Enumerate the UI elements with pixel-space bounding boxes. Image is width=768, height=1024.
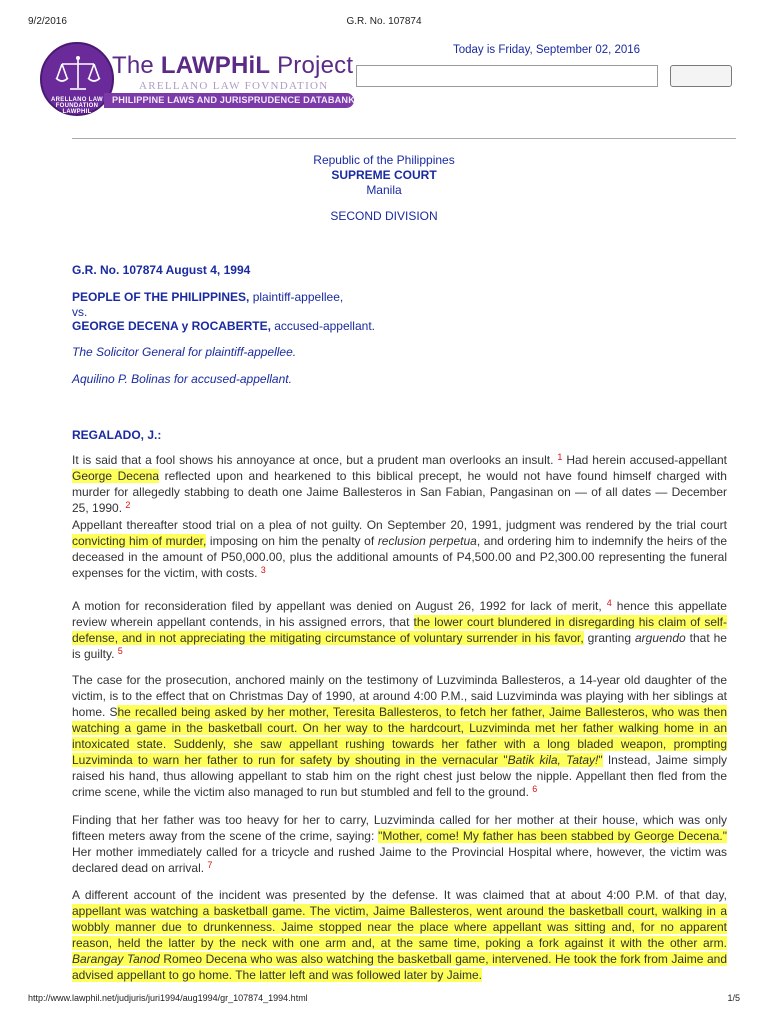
- party-accused: [72, 319, 375, 333]
- site-title[interactable]: [112, 52, 353, 80]
- court-name: SUPREME COURT: [331, 168, 437, 182]
- versus: vs.: [72, 305, 88, 319]
- footnote-link[interactable]: 7: [207, 860, 213, 870]
- paragraph-5: Finding that her father was too heavy for her to carry, Luzviminda called for her mother at their house, which was only fifteen meters away from the scene of the crime, saying: "Mother, come! My father has been stabbed by George Decena." Her mother immediately called for a tricycle and rushed Jaime to the Provincial Hospital where, however, the victim was declared dead on arrival. $^7$: [72, 813, 728, 875]
- print-page-number: 1/5: [727, 993, 740, 1003]
- footnote-link[interactable]: 6: [532, 784, 538, 794]
- counsel-plaintiff: The Solicitor General for plaintiff-appellee.: [72, 345, 297, 359]
- paragraph-2: Appellant thereafter stood trial on a plea of not guilty. On September 20, 1991, judgment was rendered by the trial court convicting him of murder, imposing on him the penalty of reclusion perpetua, and ordering him to indemnify the heirs of the deceased in the amount of P50,000.00, plus the additional amounts of P4,500.00 and P2,300.00 representing the funeral expenses for the victim, with costs. $^3$: [72, 518, 727, 580]
- site-subtitle: ARELLANO LAW FOVNDATION: [139, 80, 329, 92]
- accused-name: GEORGE DECENA y ROCABERTE,: [72, 319, 271, 333]
- case-number: G.R. No. 107874 August 4, 1994: [72, 263, 251, 277]
- lawphil-logo-emblem[interactable]: [40, 42, 114, 116]
- print-date: 9/2/2016: [28, 16, 67, 27]
- header-divider: [72, 138, 736, 139]
- court-city: Manila: [366, 183, 402, 197]
- footnote-link[interactable]: 3: [260, 565, 266, 575]
- today-date: Today is Friday, September 02, 2016: [453, 44, 641, 56]
- footnote-link[interactable]: 5: [117, 646, 123, 656]
- search-input[interactable]: [356, 65, 658, 87]
- logo-caption: ARELLANO LAW FOUNDATION LAWPHIL: [51, 97, 103, 115]
- paragraph-3: A motion for reconsideration filed by appellant was denied on August 26, 1992 for lack of merit, $^4$ hence this appellate review wherein appellant contends, in his assigned errors, that the lower court blundered in disregarding his claim of self-defense, and in not appreciating the mitigating circumstance of voluntary surrender in his favor, granting arguendo that he is guilty. $^5$: [72, 598, 727, 661]
- paragraph-6: A different account of the incident was presented by the defense. It was claimed that at about 4:00 P.M. of that day, appellant was watching a basketball game. The victim, Jaime Ballesteros, went around the basketball court, walking in a wobbly manner due to drunkenness. Jaime stopped near the place where appellant was sitting and, for no apparent reason, held the latter by the neck with one arm and, at the same time, poking a fork against it with the other arm. Barangay Tanod Romeo Decena who was also watching the basketball game, intervened. He took the fork from Jaime and advised appellant to go home. The latter left and was followed later by Jaime.: [72, 888, 727, 982]
- site-title-pre: The: [112, 52, 161, 79]
- accused-role: accused-appellant.: [270, 319, 375, 333]
- print-header: [28, 16, 740, 30]
- party-plaintiff: [72, 290, 343, 304]
- footnote-link[interactable]: 1: [557, 452, 563, 462]
- print-url: http://www.lawphil.net/judjuris/juri1994/aug1994/gr_107874_1994.html: [28, 993, 308, 1003]
- paragraph-1: It is said that a fool shows his annoyance at once, but a prudent man overlooks an insult. $^1$ Had herein accused-appellant George Decena reflected upon and hearkened to this biblical precept, he would not have found himself charged with murder for allegedly stabbing to death one Jaime Ballesteros in San Fabian, Pangasinan on — of all dates — December 25, 1990. $^2$: [72, 452, 727, 515]
- print-footer: [28, 993, 740, 1007]
- print-title: G.R. No. 107874: [346, 16, 422, 27]
- counsel-accused: Aquilino P. Bolinas for accused-appellant.: [72, 372, 292, 386]
- plaintiff-role: plaintiff-appellee,: [249, 290, 344, 304]
- site-title-post: Project: [270, 52, 354, 79]
- court-division: SECOND DIVISION: [330, 209, 438, 223]
- scales-of-justice-icon: [54, 54, 102, 94]
- footnote-link[interactable]: 4: [606, 598, 612, 608]
- footnote-link[interactable]: 2: [125, 500, 131, 510]
- site-title-bold: LAWPHiL: [160, 52, 271, 79]
- site-banner-text: PHILIPPINE LAWS AND JURISPRUDENCE DATABANK: [112, 95, 355, 105]
- search-button[interactable]: [670, 65, 732, 87]
- plaintiff-name: PEOPLE OF THE PHILIPPINES,: [72, 290, 250, 304]
- ponente: REGALADO, J.:: [72, 428, 162, 442]
- court-republic: Republic of the Philippines: [313, 153, 455, 167]
- site-banner: [104, 93, 354, 108]
- paragraph-4: The case for the prosecution, anchored mainly on the testimony of Luzviminda Ballesteros, a 14-year old daughter of the victim, is to the effect that on Christmas Day of 1990, at around 4:00 P.M., said Luzviminda was playing with her siblings at home. She recalled being asked by her mother, Teresita Ballesteros, to fetch her father, Jaime Ballesteros, who was then watching a game in the basketball court. On her way to the hardcourt, Luzviminda met her father walking home in an intoxicated state. Suddenly, she saw appellant rushing towards her father with a long bladed weapon, prompting Luzviminda to warn her father to run for safety by shouting in the vernacular "Batik kila, Tatay!" Instead, Jaime simply raised his hand, thus allowing appellant to stab him on the right chest just below the nipple. Appellant then fled from the crime scene, while the victim also managed to run but stumbled and fell to the ground. $^6$: [72, 673, 727, 799]
